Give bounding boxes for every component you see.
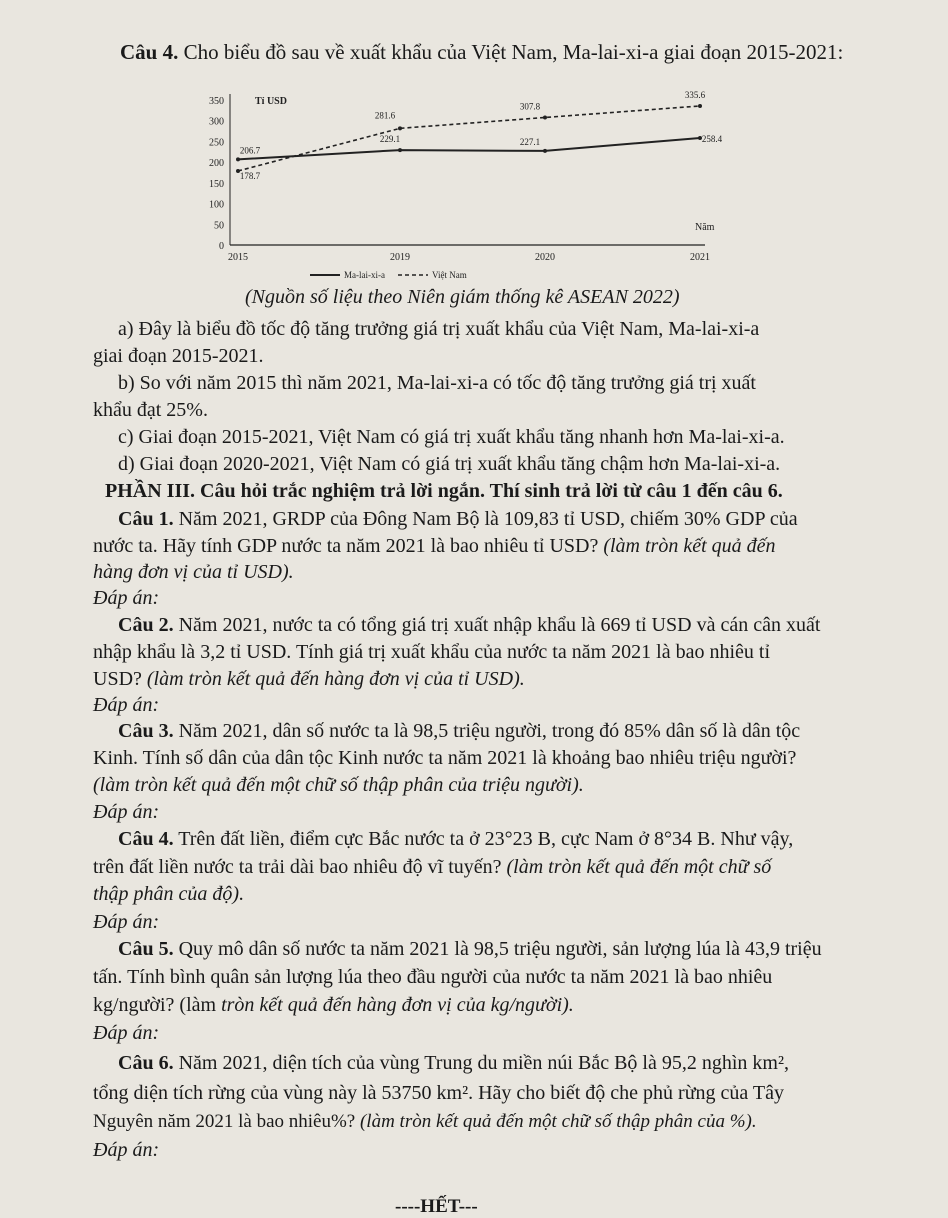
data-label: 307.8 <box>519 101 541 112</box>
statement-b-line1: b) So với năm 2015 thì năm 2021, Ma-lai-xi-a có tốc độ tăng trưởng giá trị xuất <box>118 372 756 394</box>
question-label: Câu 4. <box>120 40 179 64</box>
y-tick-label: 150 <box>209 178 224 190</box>
q6-hint: (làm tròn kết quả đến một chữ số thập phân của %). <box>359 1111 757 1132</box>
y-tick-label: 350 <box>209 96 224 107</box>
q4-answer: Đáp án: <box>93 911 160 933</box>
q6-answer: Đáp án: <box>93 1139 160 1161</box>
x-tick-label: 2019 <box>390 252 410 263</box>
q6-line3 <box>93 1111 757 1133</box>
data-label: 178.7 <box>239 170 261 181</box>
q4-text2: trên đất liền nước ta trải dài bao nhiêu độ vĩ tuyến? <box>93 856 507 878</box>
data-point <box>543 115 547 119</box>
statement-d: d) Giai đoạn 2020-2021, Việt Nam có giá trị xuất khẩu tăng chậm hơn Ma-lai-xi-a. <box>118 453 781 475</box>
x-tick-label: 2015 <box>228 252 248 263</box>
q4-label: Câu 4. <box>118 828 174 850</box>
statement-a-line1: a) Đây là biểu đồ tốc độ tăng trưởng giá trị xuất khẩu của Việt Nam, Ma-lai-xi-a <box>118 318 760 340</box>
data-point <box>398 126 402 130</box>
data-point <box>698 104 702 108</box>
q1-text2: nước ta. Hãy tính GDP nước ta năm 2021 là bao nhiêu tỉ USD? <box>93 535 604 557</box>
question-text: Cho biểu đồ sau về xuất khẩu của Việt Nam, Ma-lai-xi-a giai đoạn 2015-2021: <box>183 40 844 64</box>
q5-line1 <box>118 938 822 961</box>
q4-text1: Trên đất liền, điểm cực Bắc nước ta ở 23°23 B, cực Nam ở 8°34 B. Như vậy, <box>178 828 794 850</box>
q3-line3: (làm tròn kết quả đến một chữ số thập phân của triệu người). <box>93 774 584 796</box>
q5-hint: tròn kết quả đến hàng đơn vị của kg/người). <box>221 994 574 1016</box>
q1-line2 <box>93 535 776 558</box>
chart-source: (Nguồn số liệu theo Niên giám thống kê ASEAN 2022) <box>245 286 680 308</box>
statement-b-line2: khẩu đạt 25%. <box>93 399 208 421</box>
q6-label: Câu 6. <box>118 1052 174 1074</box>
series-line-2 <box>238 106 700 171</box>
q4-line2 <box>93 856 771 879</box>
q1-line1 <box>118 508 798 531</box>
legend-label-1: Ma-lai-xi-a <box>344 270 385 280</box>
y-tick-label: 50 <box>214 220 224 232</box>
q6-line1 <box>118 1052 789 1075</box>
q4-line3: thập phân của độ). <box>93 883 245 905</box>
end-marker: ----HẾT--- <box>395 1196 478 1217</box>
data-label: 281.6 <box>374 110 396 121</box>
q2-hint: (làm tròn kết quả đến hàng đơn vị của tỉ USD). <box>146 668 525 690</box>
q1-line3: hàng đơn vị của tỉ USD). <box>93 561 294 583</box>
q2-label: Câu 2. <box>118 614 174 636</box>
y-tick-label: 250 <box>209 137 224 149</box>
q3-text1: Năm 2021, dân số nước ta là 98,5 triệu người, trong đó 85% dân số là dân tộc <box>178 720 801 742</box>
q2-line1 <box>118 614 820 637</box>
q6-line2: tổng diện tích rừng của vùng này là 53750 km². Hãy cho biết độ che phủ rừng của Tây <box>93 1082 785 1104</box>
data-label: 335.6 <box>684 89 706 100</box>
q2-answer: Đáp án: <box>93 694 160 716</box>
data-point <box>543 149 547 153</box>
data-point <box>398 148 402 152</box>
y-tick-label: 0 <box>219 241 224 252</box>
q2-line3 <box>93 668 525 691</box>
data-label: 206.7 <box>239 145 261 156</box>
q1-answer: Đáp án: <box>93 587 160 609</box>
q5-line2: tấn. Tính bình quân sản lượng lúa theo đầu người của nước ta năm 2021 là bao nhiêu <box>93 966 773 988</box>
q1-hint1: (làm tròn kết quả đến <box>603 535 776 557</box>
q2-text1: Năm 2021, nước ta có tổng giá trị xuất nhập khẩu là 669 tỉ USD và cán cân xuất <box>178 614 821 636</box>
q2-line2: nhập khẩu là 3,2 tỉ USD. Tính giá trị xuất khẩu của nước ta năm 2021 là bao nhiêu tỉ <box>93 641 771 663</box>
q4-line1 <box>118 828 793 851</box>
q5-text3: kg/người? (làm <box>93 994 222 1016</box>
x-tick-label: 2021 <box>690 252 710 263</box>
y-tick-label: 100 <box>209 199 224 211</box>
q6-text1: Năm 2021, diện tích của vùng Trung du miền núi Bắc Bộ là 95,2 nghìn km², <box>178 1052 789 1074</box>
q5-label: Câu 5. <box>118 938 174 960</box>
data-point <box>236 157 240 161</box>
q5-answer: Đáp án: <box>93 1022 160 1044</box>
x-axis-label: Năm <box>695 222 715 233</box>
q5-text1: Quy mô dân số nước ta năm 2021 là 98,5 triệu người, sản lượng lúa là 43,9 triệu <box>178 938 822 960</box>
q3-line1 <box>118 720 800 743</box>
question-4-prompt <box>120 40 843 65</box>
q4-hint: (làm tròn kết quả đến một chữ số <box>506 856 772 878</box>
q1-text1: Năm 2021, GRDP của Đông Nam Bộ là 109,83 tỉ USD, chiếm 30% GDP của <box>178 508 798 530</box>
q5-line3 <box>93 994 574 1017</box>
y-axis-label: Tỉ USD <box>255 96 287 107</box>
export-line-chart <box>200 70 760 286</box>
data-label: 229.1 <box>379 134 401 145</box>
q6-text3: Nguyên năm 2021 là bao nhiêu%? <box>93 1111 360 1132</box>
part3-heading: PHẦN III. Câu hỏi trắc nghiệm trả lời ngắn. Thí sinh trả lời từ câu 1 đến câu 6. <box>105 480 783 502</box>
statement-c: c) Giai đoạn 2015-2021, Việt Nam có giá trị xuất khẩu tăng nhanh hơn Ma-lai-xi-a. <box>118 426 785 448</box>
legend-label-2: Việt Nam <box>432 270 467 280</box>
q2-text3: USD? <box>93 668 147 690</box>
q1-label: Câu 1. <box>118 508 174 530</box>
q3-line2: Kinh. Tính số dân của dân tộc Kinh nước ta năm 2021 là khoảng bao nhiêu triệu người? <box>93 747 797 769</box>
x-tick-label: 2020 <box>535 252 555 263</box>
q3-label: Câu 3. <box>118 720 174 742</box>
y-tick-label: 300 <box>209 116 224 128</box>
series-line-1 <box>238 138 700 159</box>
data-label: 227.1 <box>519 136 541 147</box>
data-label: 258.4 <box>701 133 723 144</box>
statement-a-line2: giai đoạn 2015-2021. <box>93 345 264 367</box>
y-tick-label: 200 <box>209 158 224 170</box>
q3-answer: Đáp án: <box>93 801 160 823</box>
